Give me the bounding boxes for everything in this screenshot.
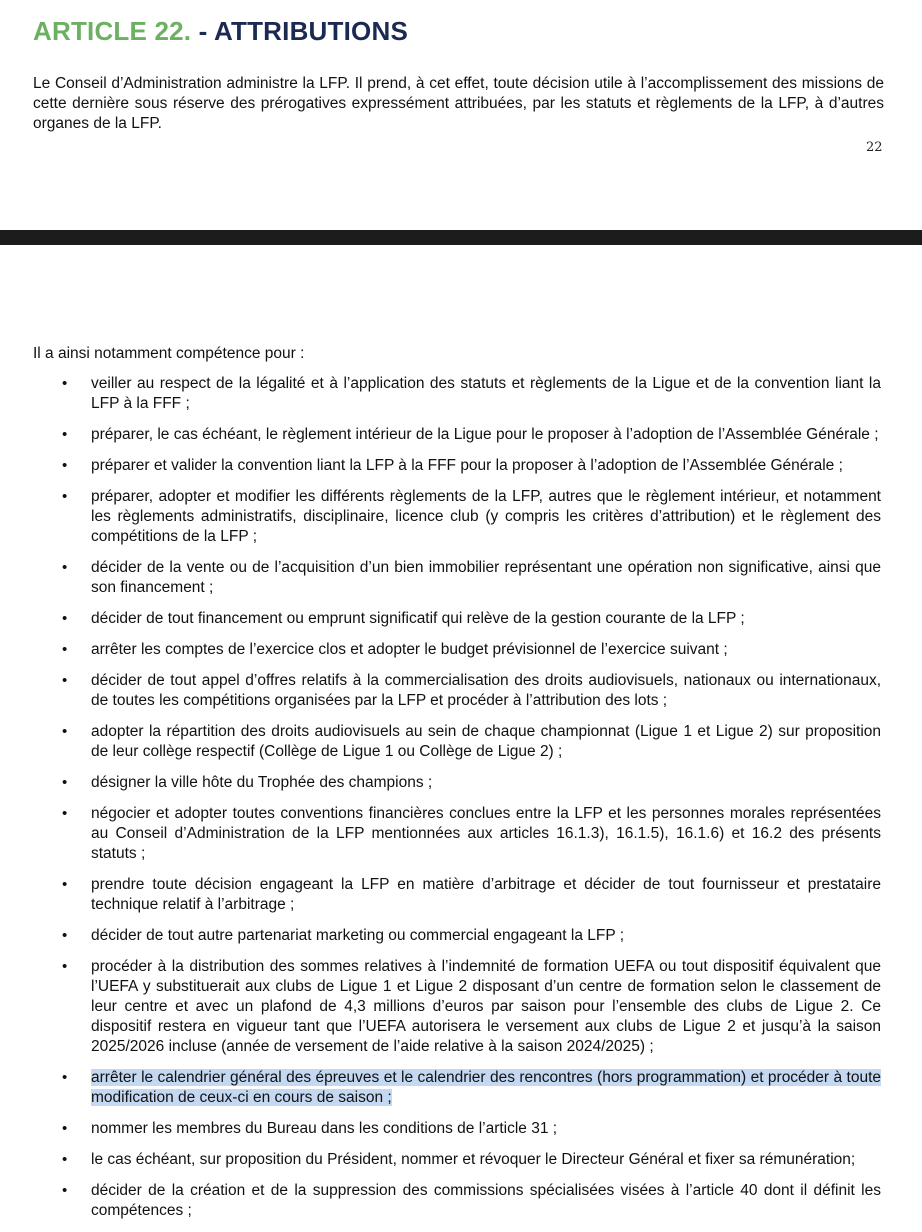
list-item [0,875,922,915]
item-text: décider de la vente ou de l’acquisition d’un bien immobilier représentant une opération non significative, ainsi que son financement ; [91,559,881,596]
page-separator [0,230,922,245]
bullet-icon: • [62,488,68,505]
bullet-icon: • [62,805,68,822]
article-heading [33,16,408,47]
competences-lead: Il a ainsi notamment compétence pour : [33,345,305,362]
item-text: décider de tout financement ou emprunt significatif qui relève de la gestion courante de la LFP ; [91,610,745,627]
bullet-icon: • [62,958,68,975]
item-text: négocier et adopter toutes conventions financières conclues entre la LFP et les personnes morales représentées au Conseil d’Administration de la LFP mentionnées aux articles 16.1.3), 16.1.5), 16.1.6) et 16.2 des présents statuts ; [91,805,881,862]
bullet-icon: • [62,1069,68,1086]
article-title: - ATTRIBUTIONS [191,16,408,46]
list-item [0,640,922,660]
list-item [0,558,922,598]
page-top [0,0,922,230]
item-text: veiller au respect de la légalité et à l’application des statuts et règlements de la Ligue et de la convention liant la LFP à la FFF ; [91,375,881,412]
item-text: prendre toute décision engageant la LFP en matière d’arbitrage et décider de tout fournisseur et prestataire technique relatif à l’arbitrage ; [91,876,881,913]
list-item [0,1181,922,1221]
bullet-icon: • [62,559,68,576]
article-number: ARTICLE 22. [33,16,192,46]
list-item [0,609,922,629]
highlighted-item-text: arrêter le calendrier général des épreuves et le calendrier des rencontres (hors programmation) et procéder à toute modification de ceux-ci en cours de saison ; [91,1069,881,1106]
bullet-icon: • [62,1151,68,1168]
bullet-icon: • [62,641,68,658]
bullet-icon: • [62,927,68,944]
bullet-icon: • [62,375,68,392]
bullet-icon: • [62,876,68,893]
item-text: désigner la ville hôte du Trophée des champions ; [91,774,433,791]
list-item [0,425,922,445]
list-item [0,957,922,1057]
bullet-icon: • [62,426,68,443]
list-item [0,1119,922,1139]
item-text: nommer les membres du Bureau dans les conditions de l’article 31 ; [91,1120,558,1137]
list-item [0,773,922,793]
page-number: 22 [866,140,883,155]
list-item [0,804,922,864]
list-item [0,671,922,711]
list-item [0,1150,922,1170]
list-item [0,456,922,476]
item-text: préparer, le cas échéant, le règlement intérieur de la Ligue pour le proposer à l’adoption de l’Assemblée Générale ; [91,426,879,443]
item-text: le cas échéant, sur proposition du Président, nommer et révoquer le Directeur Général et fixer sa rémunération; [91,1151,856,1168]
item-text: préparer et valider la convention liant la LFP à la FFF pour la proposer à l’adoption de l’Assemblée Générale ; [91,457,843,474]
bullet-icon: • [62,723,68,740]
item-text: procéder à la distribution des sommes relatives à l’indemnité de formation UEFA ou tout dispositif équivalent que l’UEFA y substituerait aux clubs de Ligue 1 et Ligue 2 disposant d’un centre de formation selon le classement de leur centre et avec un plafond de 4,3 millions d’euros par saison pour l’ensemble des clubs de Ligue 2. Ce dispositif restera en vigueur tant que l’UEFA autorisera le versement aux clubs de Ligue 2 et jusqu’à la saison 2025/2026 incluse (année de versement de l’aide relative à la saison 2024/2025) ; [91,958,881,1055]
item-text: arrêter les comptes de l’exercice clos et adopter le budget prévisionnel de l’exercice suivant ; [91,641,728,658]
item-text: décider de tout appel d’offres relatifs à la commercialisation des droits audiovisuels, nationaux ou internationaux, de toutes les compétitions organisées par la LFP et procéder à l’attribution des lots ; [91,672,881,709]
bullet-icon: • [62,774,68,791]
bullet-icon: • [62,1182,68,1199]
list-item [0,722,922,762]
competences-list [0,374,922,1232]
item-text: décider de la création et de la suppression des commissions spécialisées visées à l’article 40 dont il définit les compétences ; [91,1182,881,1219]
list-item [0,374,922,414]
bullet-icon: • [62,1120,68,1137]
bullet-icon: • [62,457,68,474]
item-text: adopter la répartition des droits audiovisuels au sein de chaque championnat (Ligue 1 et Ligue 2) sur proposition de leur collège respectif (Collège de Ligue 1 ou Collège de Ligue 2) ; [91,723,881,760]
list-item [0,487,922,547]
item-text: préparer, adopter et modifier les différents règlements de la LFP, autres que le règlement intérieur, et notamment les règlements administratifs, disciplinaire, licence club (y compris les critères d’attribution) et le règlement des compétitions de la LFP ; [91,488,881,545]
list-item [0,1068,922,1108]
bullet-icon: • [62,672,68,689]
bullet-icon: • [62,610,68,627]
list-item [0,926,922,946]
article-intro: Le Conseil d’Administration administre la LFP. Il prend, à cet effet, toute décision utile à l’accomplissement des missions de cette dernière sous réserve des prérogatives expressément attribuées, par les statuts et règlements de la LFP, à d’autres organes de la LFP. [33,75,884,132]
item-text: décider de tout autre partenariat marketing ou commercial engageant la LFP ; [91,927,625,944]
